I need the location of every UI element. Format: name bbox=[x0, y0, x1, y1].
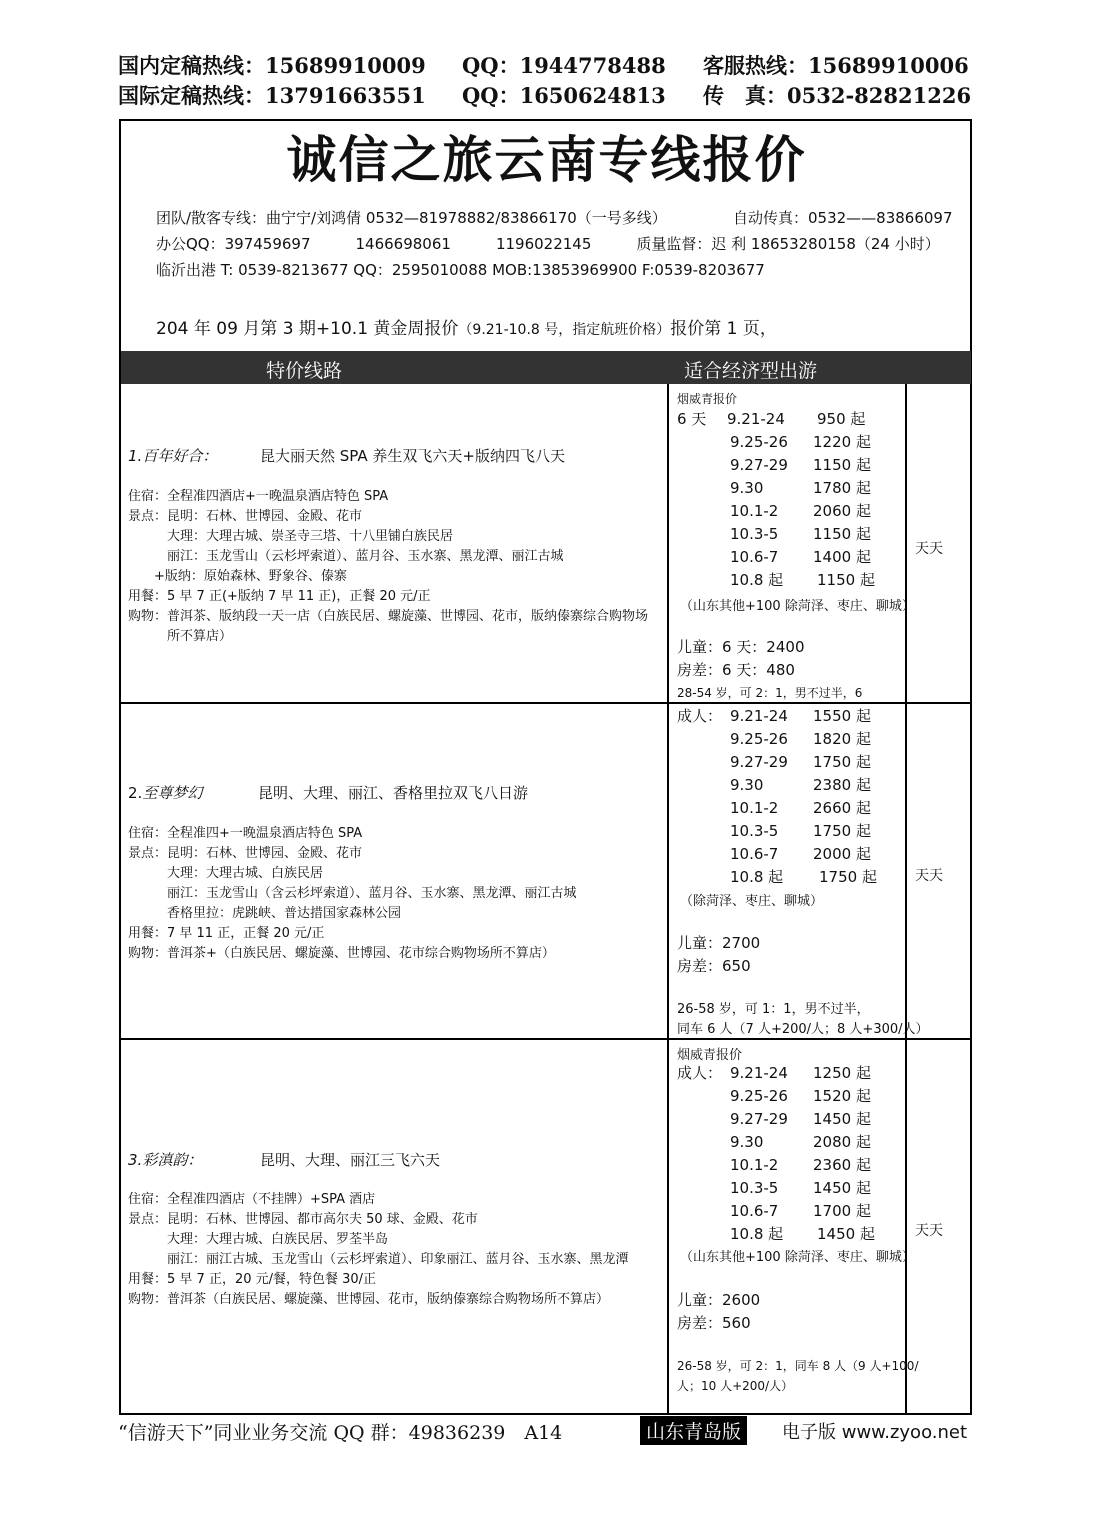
price-row bbox=[677, 705, 902, 728]
price-value: 1150 起 bbox=[813, 525, 871, 543]
price-date: 9.21-24 bbox=[727, 410, 785, 428]
detail-line: 香格里拉：虎跳峡、普达措国家森林公园 bbox=[128, 906, 402, 921]
price-date: 9.25-26 bbox=[730, 433, 788, 451]
schedule: 天天 bbox=[915, 541, 943, 557]
price-value: 2080 起 bbox=[813, 1133, 871, 1151]
price-value: 1450 起 bbox=[813, 1179, 871, 1197]
route-desc: 昆明、大理、丽江三飞六天 bbox=[260, 1151, 441, 1169]
child-price: 儿童：2600 bbox=[677, 1291, 761, 1309]
price-date: 9.21-24 bbox=[730, 1064, 788, 1082]
price-value: 2380 起 bbox=[813, 776, 871, 794]
detail-line: 大理：大理古城、白族民居 bbox=[128, 866, 324, 881]
price-value: 1780 起 bbox=[813, 479, 871, 497]
header-left: 特价线路 bbox=[266, 360, 343, 382]
price-value: 1550 起 bbox=[813, 707, 871, 725]
issue-line bbox=[156, 314, 777, 339]
price-row bbox=[677, 1200, 902, 1223]
price-date: 10.6-7 bbox=[730, 548, 779, 566]
route-desc: 昆明、大理、丽江、香格里拉双飞八日游 bbox=[258, 784, 529, 802]
detail-line: 景点：昆明：石林、世博园、金殿、花市 bbox=[128, 846, 363, 861]
fax-line: 传 真：0532-82821226 bbox=[703, 83, 972, 108]
detail-line: 住宿：全程准四酒店（不挂牌）+SPA 酒店 bbox=[128, 1192, 376, 1207]
price-value: 1400 起 bbox=[813, 548, 871, 566]
route-name: 至尊梦幻 bbox=[142, 784, 203, 802]
price-date: 10.1-2 bbox=[730, 1156, 779, 1174]
row-divider-1 bbox=[121, 702, 970, 704]
detail-line: 购物：普洱茶、版纳段一天一店（白族民居、螺旋藻、世博园、花市，版纳傣寨综合购物场 bbox=[128, 609, 649, 624]
detail-line: 用餐：5 早 7 正，20 元/餐，特色餐 30/正 bbox=[128, 1272, 377, 1287]
room-surcharge: 房差：6 天：480 bbox=[677, 661, 795, 679]
price-label: 6 天 bbox=[677, 410, 707, 428]
price-date: 9.25-26 bbox=[730, 1087, 788, 1105]
price-value: 1450 起 bbox=[817, 1225, 875, 1243]
price-row bbox=[677, 454, 902, 477]
price-value: 1150 起 bbox=[817, 571, 875, 589]
issue-main: 204 年 09 月第 3 期+10.1 黄金周报价 bbox=[156, 319, 459, 339]
price-row bbox=[677, 843, 902, 866]
price-date: 10.3-5 bbox=[730, 525, 779, 543]
price-list bbox=[677, 1062, 902, 1246]
route-desc: 昆大丽天然 SPA 养生双飞六天+版纳四飞八天 bbox=[260, 447, 565, 465]
detail-line: 丽江：玉龙雪山（含云杉坪索道）、蓝月谷、玉水寨、黑龙潭、丽江古城 bbox=[128, 886, 577, 901]
price-row bbox=[677, 569, 902, 592]
price-row bbox=[677, 820, 902, 843]
price-date: 10.6-7 bbox=[730, 1202, 779, 1220]
price-row bbox=[677, 866, 902, 889]
contact-line-1 bbox=[156, 207, 953, 228]
price-note: （山东其他+100 除菏泽、枣庄、聊城） bbox=[680, 1250, 915, 1265]
price-row bbox=[677, 1154, 902, 1177]
detail-line: 购物：普洱茶（白族民居、螺旋藻、世博园、花市，版纳傣寨综合购物场所不算店） bbox=[128, 1292, 610, 1307]
detail-line: 景点：昆明：石林、世博园、都市高尔夫 50 球、金殿、花市 bbox=[128, 1212, 478, 1227]
route-number: 2. bbox=[128, 784, 143, 802]
price-row bbox=[677, 408, 902, 431]
route-number: 3. bbox=[128, 1151, 143, 1169]
price-date: 9.27-29 bbox=[730, 1110, 788, 1128]
price-row bbox=[677, 1085, 902, 1108]
header-right: 适合经济型出游 bbox=[684, 360, 818, 382]
price-value: 1450 起 bbox=[813, 1110, 871, 1128]
price-date: 10.8 起 bbox=[730, 1225, 784, 1243]
price-date: 10.3-5 bbox=[730, 822, 779, 840]
age-note: 28-54 岁，可 2：1，男不过半，6 bbox=[677, 686, 863, 700]
detail-line: 用餐：5 早 7 正(+版纳 7 早 11 正)，正餐 20 元/正 bbox=[128, 589, 431, 604]
room-surcharge: 房差：650 bbox=[677, 957, 751, 975]
footer-website: 电子版 www.zyoo.net bbox=[782, 1422, 968, 1443]
price-date: 9.27-29 bbox=[730, 753, 788, 771]
detail-line: +版纳：原始森林、野象谷、傣寨 bbox=[128, 569, 347, 584]
price-value: 1220 起 bbox=[813, 433, 871, 451]
age-note-line: 26-58 岁，可 1：1，男不过半， bbox=[677, 1002, 870, 1017]
age-note-line: 同车 6 人（7 人+200/人；8 人+300/人） bbox=[677, 1022, 929, 1037]
route-details bbox=[128, 1190, 629, 1310]
price-list bbox=[677, 705, 902, 889]
intl-hotline: 国际定稿热线：13791663551 bbox=[118, 83, 426, 108]
schedule: 天天 bbox=[915, 868, 943, 884]
route-number: 1. bbox=[128, 447, 143, 465]
detail-line: 用餐：7 早 11 正，正餐 20 元/正 bbox=[128, 926, 325, 941]
price-value: 1750 起 bbox=[813, 822, 871, 840]
room-surcharge: 房差：560 bbox=[677, 1314, 751, 1332]
service-hotline: 客服热线：15689910006 bbox=[703, 53, 969, 78]
route-name: 彩滇韵： bbox=[142, 1151, 203, 1169]
price-row bbox=[677, 1223, 902, 1246]
price-header: 烟威青报价 bbox=[677, 392, 738, 406]
price-label: 成人： bbox=[677, 707, 723, 725]
price-value: 1750 起 bbox=[813, 753, 871, 771]
price-row bbox=[677, 1131, 902, 1154]
route-details bbox=[128, 824, 577, 964]
price-row bbox=[677, 546, 902, 569]
price-row bbox=[677, 523, 902, 546]
detail-line: 住宿：全程准四酒店+一晚温泉酒店特色 SPA bbox=[128, 489, 389, 504]
route-name: 百年好合： bbox=[142, 447, 218, 465]
price-note: （除菏泽、枣庄、聊城） bbox=[680, 894, 824, 909]
price-value: 1520 起 bbox=[813, 1087, 871, 1105]
hotline-row-1 bbox=[118, 50, 968, 78]
price-date: 10.8 起 bbox=[730, 868, 784, 886]
intl-qq: QQ：1650624813 bbox=[462, 83, 666, 108]
child-price: 儿童：2700 bbox=[677, 934, 761, 952]
price-date: 10.8 起 bbox=[730, 571, 784, 589]
child-price: 儿童：6 天：2400 bbox=[677, 638, 805, 656]
group-contact: 团队/散客专线：曲宁宁/刘鸿倩 0532—81978882/83866170（一号多线） bbox=[156, 209, 667, 227]
price-value: 2060 起 bbox=[813, 502, 871, 520]
price-date: 10.1-2 bbox=[730, 502, 779, 520]
hotline-row-2 bbox=[118, 80, 972, 108]
price-value: 1820 起 bbox=[813, 730, 871, 748]
detail-line: 大理：大理古城、白族民居、罗荃半岛 bbox=[128, 1232, 389, 1247]
price-list bbox=[677, 408, 902, 592]
price-date: 9.30 bbox=[730, 1133, 764, 1151]
price-date: 10.3-5 bbox=[730, 1179, 779, 1197]
page-title: 诚信之旅云南专线报价 bbox=[286, 131, 807, 189]
price-row bbox=[677, 431, 902, 454]
price-label: 成人： bbox=[677, 1064, 723, 1082]
price-date: 9.30 bbox=[730, 776, 764, 794]
route-title bbox=[128, 445, 565, 466]
price-date: 9.21-24 bbox=[730, 707, 788, 725]
price-row bbox=[677, 500, 902, 523]
price-row bbox=[677, 1177, 902, 1200]
table-header-bar bbox=[121, 351, 971, 384]
price-value: 1150 起 bbox=[813, 456, 871, 474]
price-value: 1700 起 bbox=[813, 1202, 871, 1220]
price-row bbox=[677, 1108, 902, 1131]
edition-badge: 山东青岛版 bbox=[640, 1416, 747, 1445]
detail-line: 丽江：玉龙雪山（云杉坪索道）、蓝月谷、玉水寨、黑龙潭、丽江古城 bbox=[128, 549, 564, 564]
price-date: 9.25-26 bbox=[730, 730, 788, 748]
route-details bbox=[128, 487, 648, 647]
column-divider-1 bbox=[667, 384, 669, 1415]
route-title bbox=[128, 1149, 441, 1170]
price-row bbox=[677, 728, 902, 751]
price-value: 2360 起 bbox=[813, 1156, 871, 1174]
contact-line-2: 办公QQ：397459697 1466698061 1196022145 质量监督：迟 利 18653280158（24 小时） bbox=[156, 235, 940, 253]
price-date: 9.27-29 bbox=[730, 456, 788, 474]
age-note bbox=[677, 1356, 918, 1396]
issue-tail: 报价第 1 页， bbox=[670, 319, 777, 339]
price-row bbox=[677, 477, 902, 500]
price-date: 10.6-7 bbox=[730, 845, 779, 863]
price-header: 烟威青报价 bbox=[677, 1048, 743, 1063]
age-note-line: 人；10 人+200/人） bbox=[677, 1379, 794, 1393]
age-note bbox=[677, 1000, 929, 1040]
schedule: 天天 bbox=[915, 1223, 943, 1239]
issue-paren: （9.21-10.8 号，指定航班价格） bbox=[458, 322, 671, 338]
detail-line: 丽江：丽江古城、玉龙雪山（云杉坪索道）、印象丽江、蓝月谷、玉水寨、黑龙潭 bbox=[128, 1252, 629, 1267]
age-note-line: 26-58 岁，可 2：1，同车 8 人（9 人+100/ bbox=[677, 1359, 919, 1373]
price-row bbox=[677, 797, 902, 820]
price-date: 9.30 bbox=[730, 479, 764, 497]
detail-line: 住宿：全程准四+一晚温泉酒店特色 SPA bbox=[128, 826, 363, 841]
detail-line: 景点：昆明：石林、世博园、金殿、花市 bbox=[128, 509, 363, 524]
footer-qq-group: “信游天下”同业业务交流 QQ 群：49836239 A14 bbox=[118, 1422, 563, 1444]
detail-line: 购物：普洱茶+（白族民居、螺旋藻、世博园、花市综合购物场所不算店） bbox=[128, 946, 555, 961]
price-value: 2660 起 bbox=[813, 799, 871, 817]
contact-line-3: 临沂出港 T: 0539-8213677 QQ：2595010088 MOB:13853969900 F:0539-8203677 bbox=[156, 261, 765, 279]
price-row bbox=[677, 1062, 902, 1085]
price-note: （山东其他+100 除菏泽、枣庄、聊城） bbox=[680, 599, 915, 614]
auto-fax: 自动传真：0532——83866097 bbox=[733, 209, 953, 227]
price-value: 1750 起 bbox=[819, 868, 877, 886]
price-date: 10.1-2 bbox=[730, 799, 779, 817]
domestic-hotline: 国内定稿热线：15689910009 bbox=[118, 53, 426, 78]
price-row bbox=[677, 751, 902, 774]
route-title bbox=[128, 782, 529, 803]
price-value: 2000 起 bbox=[813, 845, 871, 863]
detail-line: 所不算店） bbox=[128, 629, 233, 644]
price-value: 1250 起 bbox=[813, 1064, 871, 1082]
price-row bbox=[677, 774, 902, 797]
price-value: 950 起 bbox=[817, 410, 866, 428]
domestic-qq: QQ：1944778488 bbox=[462, 53, 666, 78]
detail-line: 大理：大理古城、崇圣寺三塔、十八里铺白族民居 bbox=[128, 529, 454, 544]
